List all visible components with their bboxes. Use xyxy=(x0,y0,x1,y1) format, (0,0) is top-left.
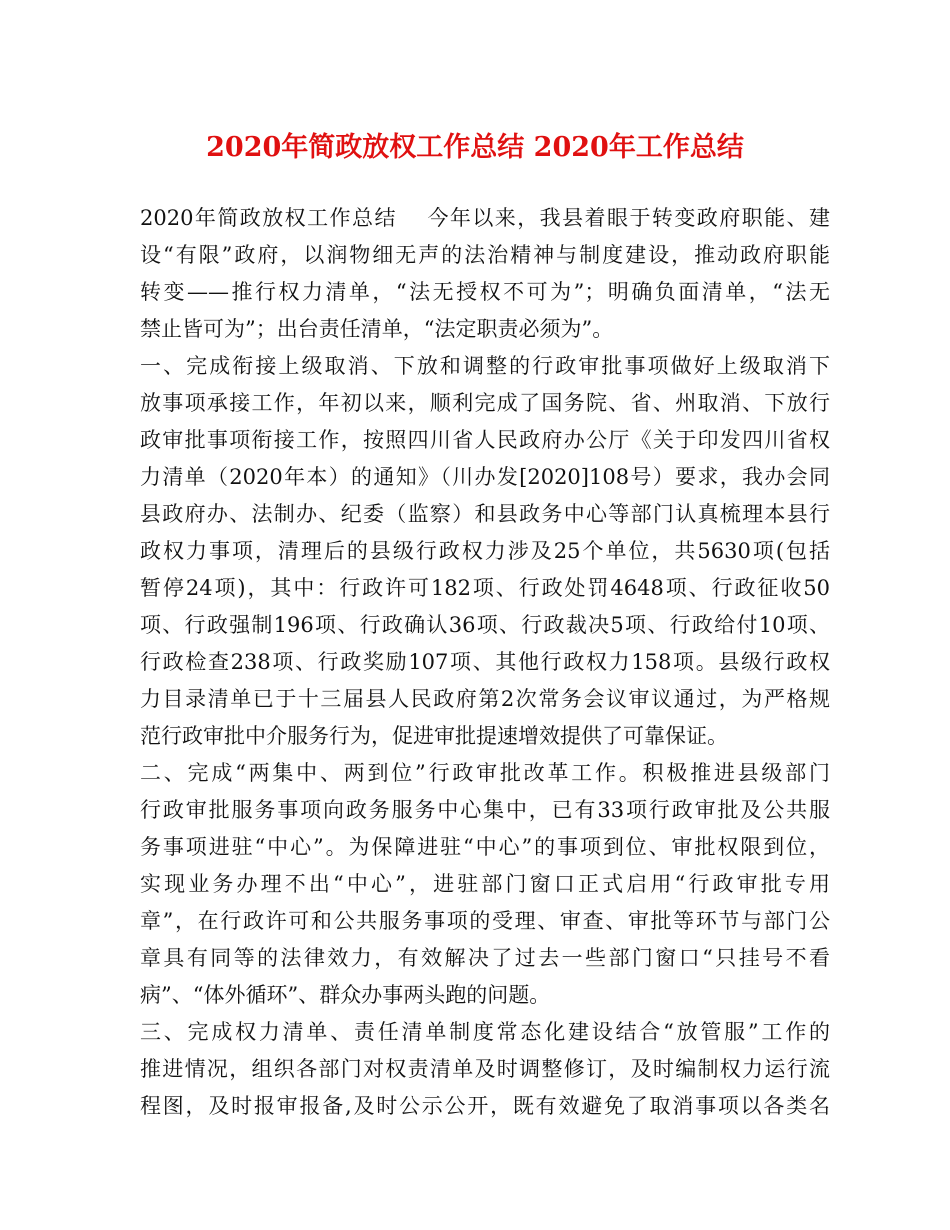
body-line: 行政审批服务事项向政务服务中心集中，已有33项行政审批及公共服 xyxy=(140,798,830,822)
body-line: 项、行政强制196项、行政确认36项、行政裁决5项、行政给付10项、 xyxy=(140,613,830,637)
body-line: 转变——推行权力清单，“法无授权不可为”；明确负面清单，“法无 xyxy=(140,280,830,304)
document-title: 2020年简政放权工作总结 2020年工作总结 xyxy=(206,132,744,163)
body-line: 政权力事项，清理后的县级行政权力涉及25个单位，共5630项(包括 xyxy=(140,539,830,563)
body-line: 力清单（2020年本）的通知》（川办发[2020]108号）要求，我办会同 xyxy=(140,465,830,489)
body-line: 暂停24项)，其中：行政许可182项、行政处罚4648项、行政征收50 xyxy=(140,576,830,600)
body-line: 政审批事项衔接工作，按照四川省人民政府办公厅《关于印发四川省权 xyxy=(140,428,830,452)
body-line: 程图，及时报审报备,及时公示公开，既有效避免了取消事项以各类名 xyxy=(140,1094,830,1118)
body-line: 病”、“体外循环”、群众办事两头跑的问题。 xyxy=(140,983,551,1007)
body-line: 一、完成衔接上级取消、下放和调整的行政审批事项做好上级取消下 xyxy=(140,354,830,378)
body-line: 章”，在行政许可和公共服务事项的受理、审查、审批等环节与部门公 xyxy=(140,909,830,933)
body-line: 推进情况，组织各部门对权责清单及时调整修订，及时编制权力运行流 xyxy=(140,1057,830,1081)
body-line: 章具有同等的法律效力，有效解决了过去一些部门窗口“只挂号不看 xyxy=(140,946,830,970)
body-line: 县政府办、法制办、纪委（监察）和县政务中心等部门认真梳理本县行 xyxy=(140,502,830,526)
document-body xyxy=(140,200,830,1125)
body-line: 范行政审批中介服务行为，促进审批提速增效提供了可靠保证。 xyxy=(140,724,728,748)
body-line: 三、完成权力清单、责任清单制度常态化建设结合“放管服”工作的 xyxy=(140,1020,830,1044)
body-line: 务事项进驻“中心”。为保障进驻“中心”的事项到位、审批权限到位， xyxy=(140,835,830,859)
body-line: 放事项承接工作，年初以来，顺利完成了国务院、省、州取消、下放行 xyxy=(140,391,830,415)
body-line: 二、完成“两集中、两到位”行政审批改革工作。积极推进县级部门 xyxy=(140,761,830,785)
body-line: 行政检查238项、行政奖励107项、其他行政权力158项。县级行政权 xyxy=(140,650,830,674)
body-line: 禁止皆可为”；出台责任清单，“法定职责必须为”。 xyxy=(140,317,614,341)
body-line: 实现业务办理不出“中心”，进驻部门窗口正式启用“行政审批专用 xyxy=(140,872,830,896)
body-line: 设“有限”政府，以润物细无声的法治精神与制度建设，推动政府职能 xyxy=(140,243,830,267)
body-line: 2020年简政放权工作总结 今年以来，我县着眼于转变政府职能、建 xyxy=(140,206,830,230)
body-line: 力目录清单已于十三届县人民政府第2次常务会议审议通过，为严格规 xyxy=(140,687,830,711)
